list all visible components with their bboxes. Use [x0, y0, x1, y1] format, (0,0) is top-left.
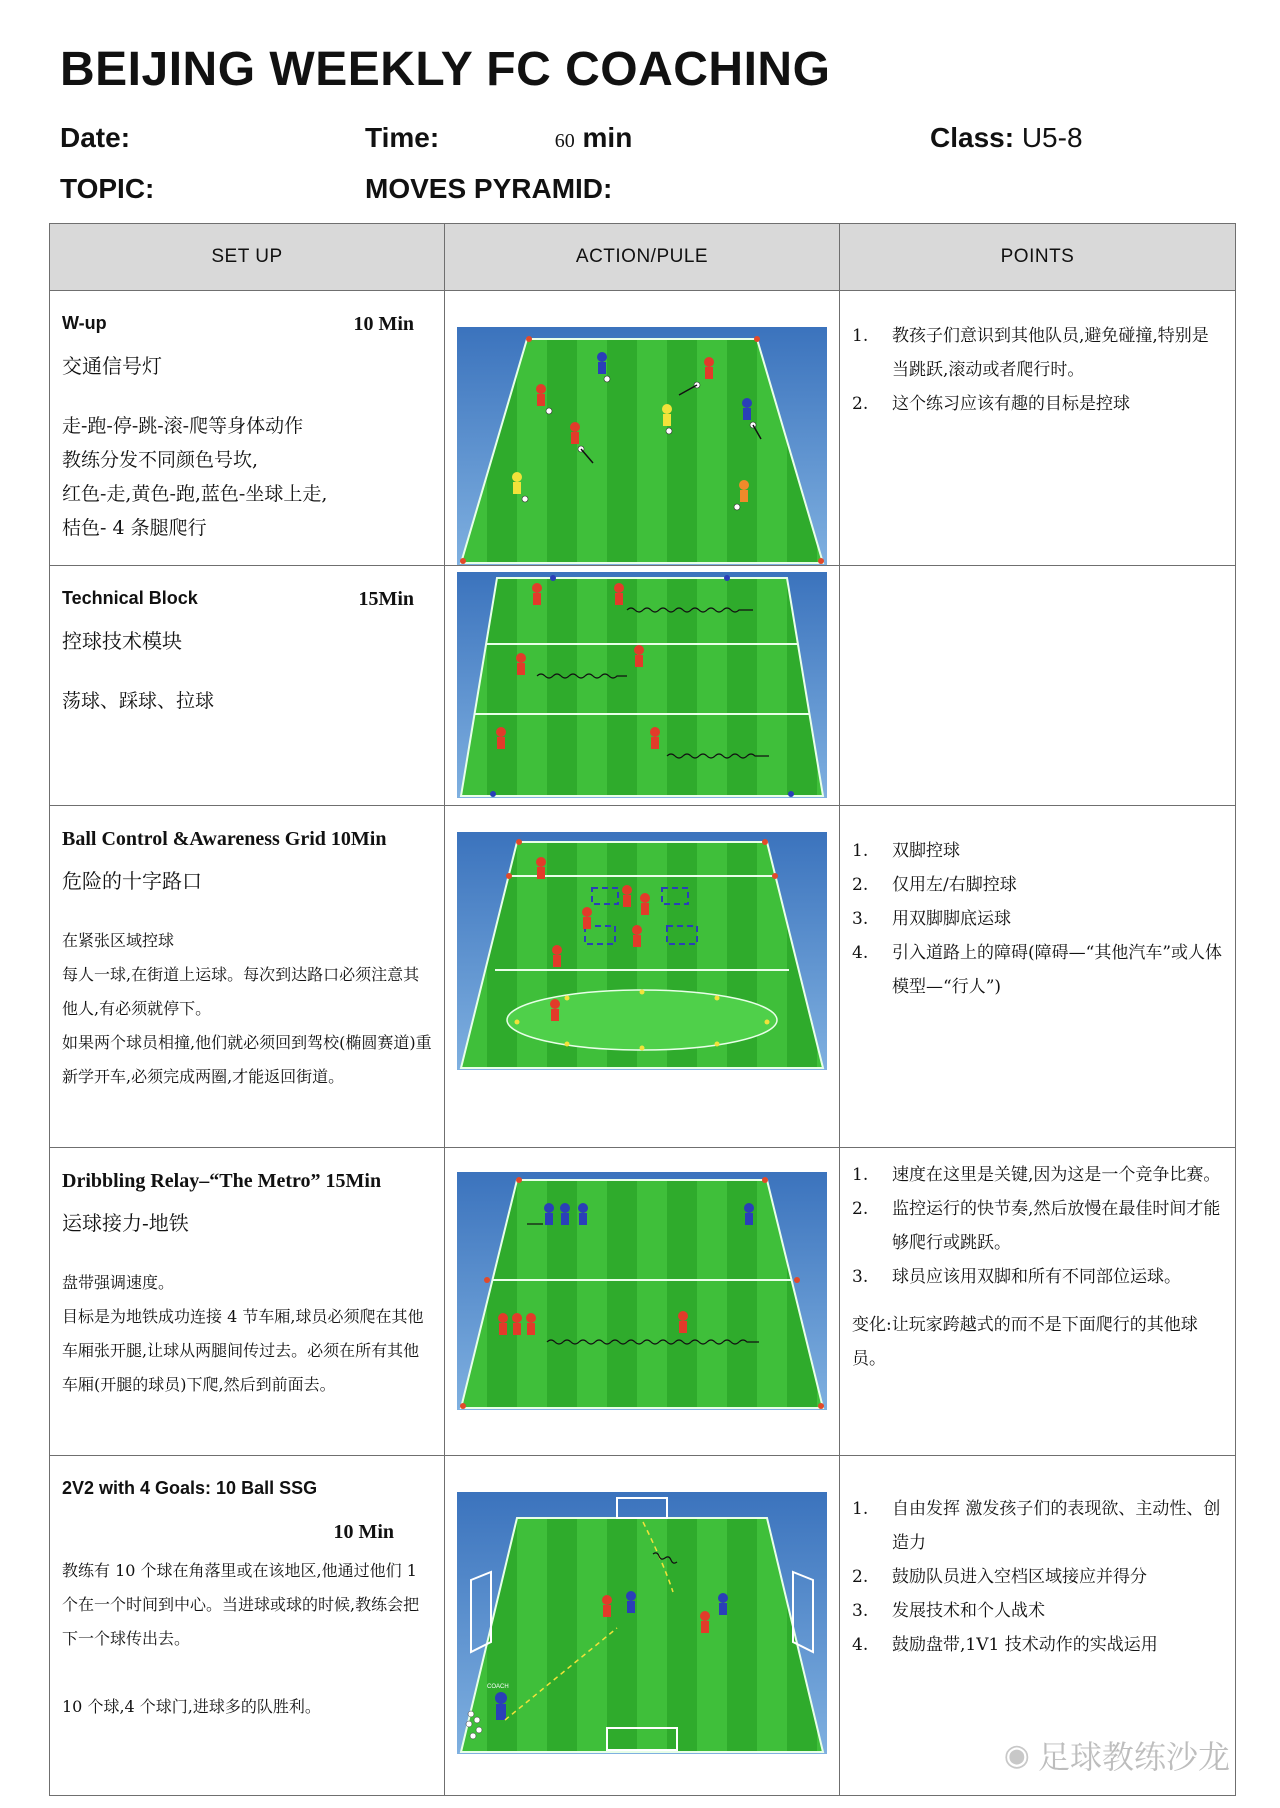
player-blue: [742, 398, 752, 420]
drill-duration: 10 Min: [353, 313, 414, 335]
list-item: 1. 速度在这里是关键,因为这是一个竞争比赛。: [852, 1165, 1221, 1185]
drill-subtitle: 危险的十字路口: [62, 869, 202, 893]
list-item: 3. 用双脚脚底运球: [852, 909, 1011, 929]
watermark-text: 足球教练沙龙: [1037, 1738, 1230, 1776]
table-header-row: [50, 224, 1236, 291]
table-row: [50, 291, 1236, 566]
topic-value: MOVES PYRAMID:: [365, 173, 613, 204]
drill-duration: 15Min: [358, 588, 414, 610]
list-item: 3. 球员应该用双脚和所有不同部位运球。: [852, 1267, 1181, 1287]
column-header-points: POINTS: [840, 224, 1236, 291]
driving-school-oval: [507, 990, 777, 1050]
page-title: BEIJING WEEKLY FC COACHING: [60, 43, 831, 96]
list-item: 2. 鼓励队员进入空档区域接应并得分: [852, 1567, 1147, 1587]
drill-name: 2V2 with 4 Goals: 10 Ball SSG: [62, 1478, 318, 1498]
setup-cell: [50, 291, 445, 566]
diagram-cell: [445, 1456, 840, 1796]
warmup-pitch-diagram: [457, 327, 827, 565]
list-item: 1. 自由发挥 激发孩子们的表现欲、主动性、创造力: [852, 1499, 1221, 1553]
diagram-cell: [445, 1148, 840, 1456]
list-item: 4. 鼓励盘带,1V1 技术动作的实战运用: [852, 1635, 1158, 1655]
list-item: 3. 发展技术和个人战术: [852, 1601, 1045, 1621]
pitch: [461, 1518, 823, 1752]
coaching-points: [840, 1148, 1235, 1294]
points-cell: [840, 566, 1236, 806]
drill-description: 在紧张区域控球 每人一球,在街道上运球。每次到达路口必须注意其他人,有必须就停下。 如果两个球员相撞,他们就必须回到驾校(椭圆赛道)重新学开车,必须完成两圈,才能返回街道。: [62, 931, 432, 1086]
class-field: [930, 122, 1083, 154]
drill-duration: 10 Min: [333, 1521, 394, 1543]
setup-cell: [50, 1456, 445, 1796]
pitch: [461, 1180, 823, 1408]
coaching-points: [840, 806, 1235, 1004]
list-item: 2. 这个练习应该有趣的目标是控球: [852, 394, 1130, 414]
diagram-cell: [445, 291, 840, 566]
list-item: 1. 双脚控球: [852, 841, 960, 861]
drill-description: 荡球、踩球、拉球: [62, 690, 215, 712]
drill-name: W-up: [62, 313, 107, 333]
points-cell: [840, 806, 1236, 1148]
coach-label: COACH: [487, 1684, 509, 1690]
points-cell: [840, 1148, 1236, 1456]
session-plan-table: [49, 223, 1236, 1796]
coaching-points: [840, 1456, 1235, 1662]
diagram-cell: [445, 806, 840, 1148]
column-header-action: ACTION/PULE: [445, 224, 840, 291]
player-blue: [597, 352, 607, 374]
player-red: [704, 357, 714, 379]
list-item: 2. 监控运行的快节奏,然后放慢在最佳时间才能够爬行或跳跃。: [852, 1199, 1221, 1253]
coaching-points: [840, 291, 1235, 421]
drill-description: 走-跑-停-跳-滚-爬等身体动作 教练分发不同颜色号坎, 红色-走,黄色-跑,蓝色-坐球上走, 桔色- 4 条腿爬行: [62, 415, 328, 539]
list-item: 4. 引入道路上的障碍(障碍—“其他汽车”或人体模型—“行人”): [852, 943, 1223, 997]
wechat-icon: ◉: [1003, 1737, 1030, 1773]
player-red: [570, 422, 580, 444]
drill-description: 教练有 10 个球在角落里或在该地区,他通过他们 1 个在一个时间到中心。当进球或球的时候,教练会把下一个球传出去。 10 个球,4 个球门,进球多的队胜利。: [62, 1561, 420, 1716]
player-yellow: [662, 404, 672, 426]
setup-cell: [50, 1148, 445, 1456]
points-cell: [840, 291, 1236, 566]
player-yellow: [512, 472, 522, 494]
player-red: [536, 384, 546, 406]
drill-name: Ball Control &Awareness Grid 10Min: [62, 828, 387, 850]
ssg-pitch-diagram: [457, 1492, 827, 1754]
class-label: Class:: [930, 122, 1015, 153]
time-value: 60: [554, 130, 575, 152]
drill-subtitle: 控球技术模块: [62, 629, 182, 653]
table-row: [50, 566, 1236, 806]
list-item: 2. 仅用左/右脚控球: [852, 875, 1017, 895]
list-item: 1. 教孩子们意识到其他队员,避免碰撞,特别是当跳跃,滚动或者爬行时。: [852, 326, 1209, 380]
class-value: U5-8: [1021, 122, 1083, 153]
table-row: [50, 1148, 1236, 1456]
drill-subtitle: 运球接力-地铁: [62, 1211, 189, 1235]
technical-pitch-diagram: [457, 572, 827, 798]
setup-cell: [50, 566, 445, 806]
topic-label: TOPIC:: [60, 173, 155, 204]
relay-pitch-diagram: [457, 1172, 827, 1410]
diagram-cell: [445, 566, 840, 806]
player-orange: [739, 480, 749, 502]
awareness-grid-diagram: [457, 832, 827, 1070]
drill-subtitle: 交通信号灯: [62, 354, 162, 378]
variation-note: 变化:让玩家跨越式的而不是下面爬行的其他球员。: [852, 1315, 1198, 1369]
drill-name: Dribbling Relay–“The Metro” 15Min: [62, 1170, 382, 1192]
drill-description: 盘带强调速度。 目标是为地铁成功连接 4 节车厢,球员必须爬在其他车厢张开腿,让球从两腿间传过去。必须在所有其他车厢(开腿的球员)下爬,然后到前面去。: [62, 1273, 424, 1394]
time-label: Time:: [365, 122, 440, 153]
drill-name: Technical Block: [62, 588, 198, 608]
table-row: [50, 806, 1236, 1148]
watermark: [1004, 1732, 1230, 1778]
time-unit: min: [582, 122, 633, 153]
date-label: Date:: [60, 122, 131, 153]
setup-cell: [50, 806, 445, 1148]
time-field: [365, 122, 632, 154]
column-header-setup: SET UP: [50, 224, 445, 291]
